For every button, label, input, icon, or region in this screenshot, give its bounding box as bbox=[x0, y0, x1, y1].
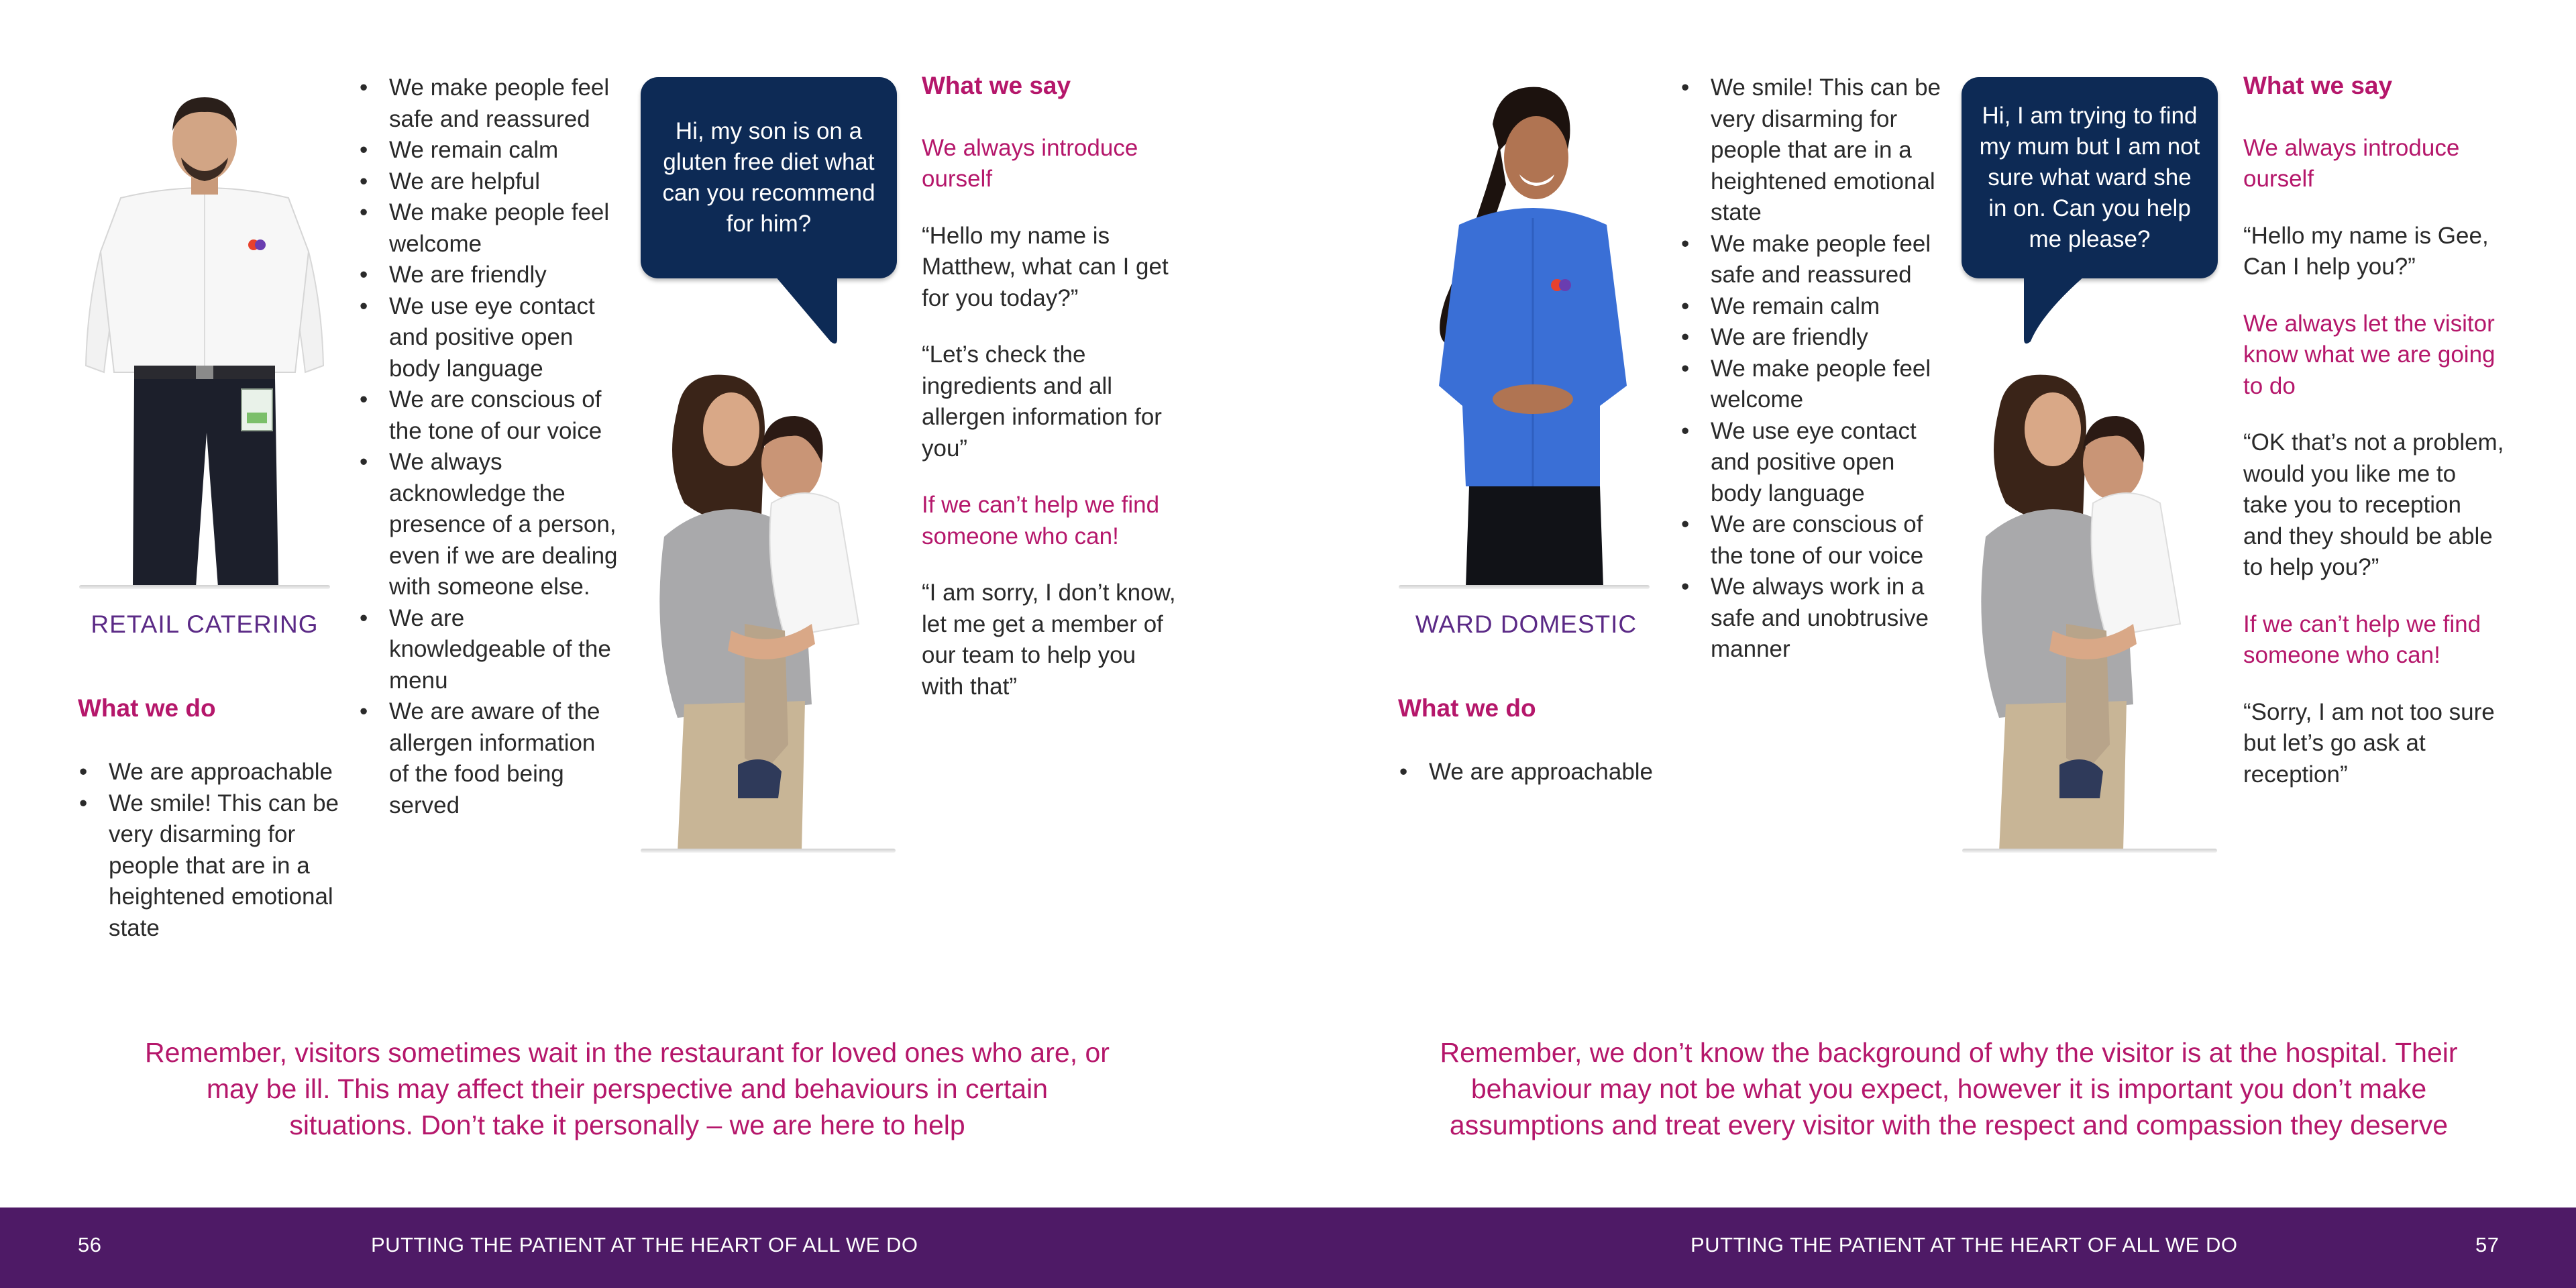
list-item: • We are conscious of the tone of our voice bbox=[358, 384, 620, 447]
say-help: If we can’t help we find someone who can! bbox=[922, 492, 1160, 549]
list-item: • We make people feel safe and reassured bbox=[358, 72, 620, 135]
list-item: • We smile! This can be very disarming for people that are in a heightened emotional state bbox=[78, 788, 346, 945]
say-quote: “Hello my name is Gee, Can I help you?” bbox=[2243, 222, 2489, 280]
what-we-do-list bbox=[78, 757, 346, 944]
list-item: • We are approachable bbox=[1398, 757, 1666, 788]
page-number: 56 bbox=[78, 1233, 102, 1256]
list-item: • We are friendly bbox=[358, 260, 620, 291]
list-item: • We remain calm bbox=[358, 135, 620, 166]
list-item: • We are helpful bbox=[358, 166, 620, 198]
what-we-do-list bbox=[1398, 757, 1666, 788]
speech-bubble-tail bbox=[765, 272, 845, 349]
remember-note: Remember, visitors sometimes wait in the restaurant for loved ones who are, or may be ill. This may affect their perspective and behaviours in certain situations. Don’t take it personally – we are here to help bbox=[145, 1037, 1110, 1140]
list-item: • We make people feel safe and reassured bbox=[1680, 229, 1941, 291]
speech-bubble-tail bbox=[2016, 272, 2096, 349]
behaviour-list bbox=[358, 72, 620, 821]
list-item: • We are friendly bbox=[1680, 322, 1941, 354]
list-item: • We smile! This can be very disarming for people that are in a heightened emotional state bbox=[1680, 72, 1941, 229]
speech-bubble: Hi, my son is on a gluten free diet what can you recommend for him? bbox=[641, 77, 897, 278]
what-we-do-heading: What we do bbox=[1398, 694, 1536, 722]
retail-catering-staff-photo bbox=[74, 84, 335, 587]
list-item: • We are knowledgeable of the menu bbox=[358, 603, 620, 697]
list-item: • We make people feel welcome bbox=[1680, 354, 1941, 416]
figure-shadow bbox=[641, 849, 896, 853]
figure-shadow bbox=[1962, 849, 2217, 853]
what-we-say-heading: What we say bbox=[922, 72, 1071, 99]
role-label: RETAIL CATERING bbox=[91, 610, 319, 638]
what-we-say-column bbox=[2243, 70, 2505, 816]
list-item: • We use eye contact and positive open body language bbox=[358, 291, 620, 385]
mother-and-child-photo bbox=[1959, 369, 2220, 852]
list-item: • We are aware of the allergen information of the food being served bbox=[358, 696, 620, 821]
footer-title: PUTTING THE PATIENT AT THE HEART OF ALL WE DO bbox=[371, 1233, 918, 1256]
say-quote: “Let’s check the ingredients and all allergen information for you” bbox=[922, 341, 1162, 462]
say-help: If we can’t help we find someone who can! bbox=[2243, 610, 2481, 668]
behaviour-list bbox=[1680, 72, 1941, 665]
speech-bubble: Hi, I am trying to find my mum but I am not sure what ward she in on. Can you help me please? bbox=[1962, 77, 2218, 278]
mother-and-child-photo bbox=[637, 369, 899, 852]
list-item: • We use eye contact and positive open body language bbox=[1680, 416, 1941, 510]
say-intro: We always introduce ourself bbox=[922, 134, 1138, 192]
ward-domestic-staff-photo bbox=[1399, 84, 1660, 587]
what-we-do-heading: What we do bbox=[78, 694, 216, 722]
say-quote: “Hello my name is Matthew, what can I get for you today?” bbox=[922, 222, 1169, 311]
page-number: 57 bbox=[2475, 1233, 2500, 1256]
say-let-know: We always let the visitor know what we are going to do bbox=[2243, 310, 2496, 399]
remember-note: Remember, we don’t know the background of why the visitor is at the hospital. Their behaviour may not be what you expect, however it is important you don’t make assumptions and treat every visitor with the respect and compassion they deserve bbox=[1440, 1037, 2458, 1140]
say-intro: We always introduce ourself bbox=[2243, 134, 2460, 192]
list-item: • We always work in a safe and unobtrusive manner bbox=[1680, 572, 1941, 665]
figure-shadow bbox=[1399, 585, 1650, 589]
list-item: • We are approachable bbox=[78, 757, 346, 788]
list-item: • We always acknowledge the presence of a person, even if we are dealing with someone else. bbox=[358, 447, 620, 603]
figure-shadow bbox=[79, 585, 330, 589]
list-item: • We are conscious of the tone of our voice bbox=[1680, 509, 1941, 572]
footer-bar bbox=[0, 1208, 2576, 1288]
say-quote: “Sorry, I am not too sure but let’s go ask at reception” bbox=[2243, 698, 2495, 788]
role-label: WARD DOMESTIC bbox=[1415, 610, 1638, 638]
say-quote: “OK that’s not a problem, would you like me to take you to reception and they should be able to help you?” bbox=[2243, 429, 2504, 580]
footer-title: PUTTING THE PATIENT AT THE HEART OF ALL WE DO bbox=[1690, 1233, 2238, 1256]
what-we-say-heading: What we say bbox=[2243, 72, 2393, 99]
list-item: • We remain calm bbox=[1680, 291, 1941, 323]
list-item: • We make people feel welcome bbox=[358, 197, 620, 260]
what-we-say-column bbox=[922, 70, 1183, 728]
say-quote: “I am sorry, I don’t know, let me get a member of our team to help you with that” bbox=[922, 580, 1176, 700]
